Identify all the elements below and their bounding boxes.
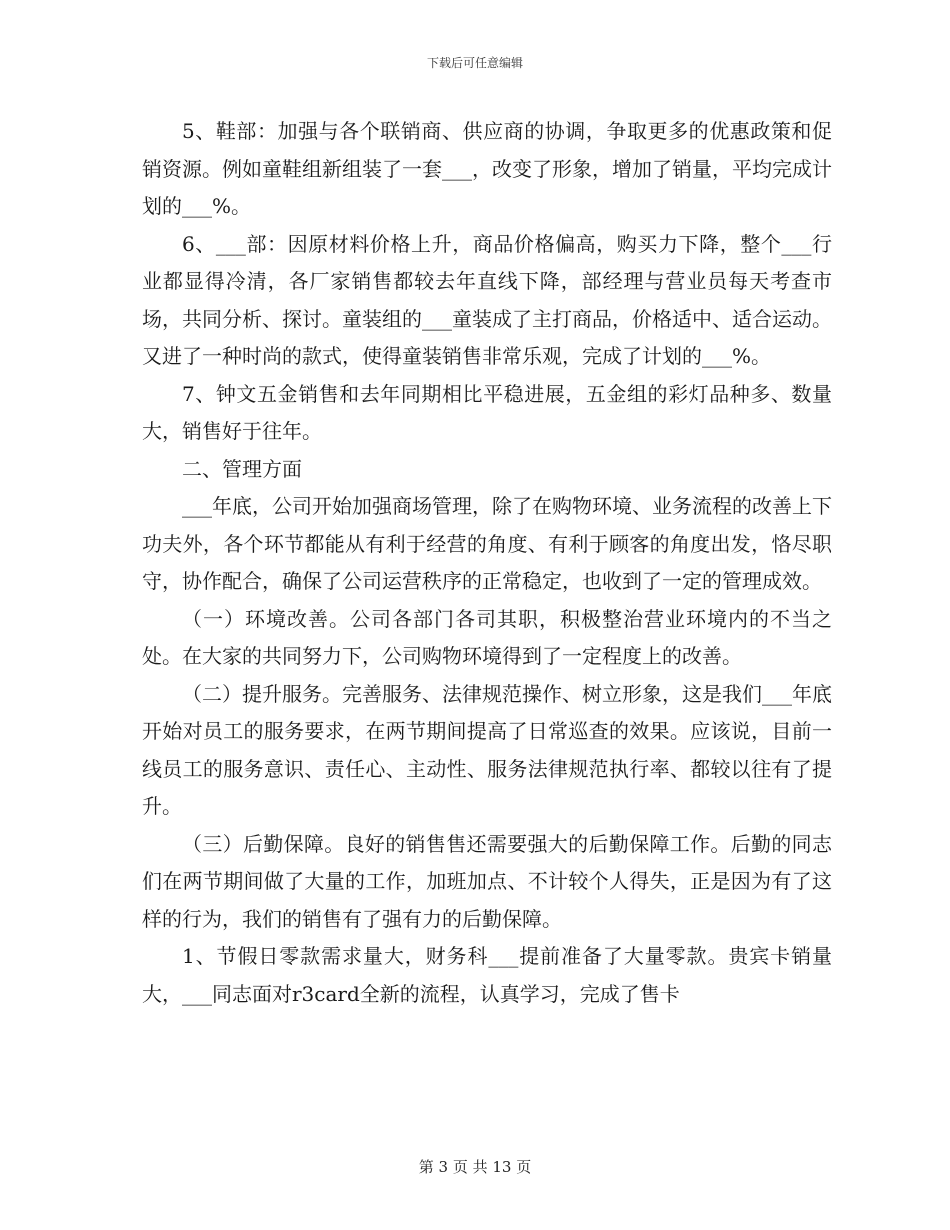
paragraph-department-6: 6、___部：因原材料价格上升，商品价格偏高，购买力下降，整个___行业都显得冷清，各厂家销售都较去年直线下降，部经理与营业员每天考查市场，共同分析、探讨。童装组的___童装成了主打商品，价格适中、适合运动。又进了一种时尚的款式，使得童装销售非常乐观，完成了计划的___%。: [142, 231, 832, 368]
document-body: [142, 113, 832, 1013]
paragraph-hardware: 7、钟文五金销售和去年同期相比平稳进展，五金组的彩灯品种多、数量大，销售好于往年。: [142, 381, 832, 443]
paragraph-logistics: （三）后勤保障。良好的销售售还需要强大的后勤保障工作。后勤的同志们在两节期间做了大量的工作，加班加点、不计较个人得失，正是因为有了这样的行为，我们的销售有了强有力的后勤保障。: [142, 831, 832, 931]
paragraph-management-intro: ___年底，公司开始加强商场管理，除了在购物环境、业务流程的改善上下功夫外，各个环节都能从有利于经营的角度、有利于顾客的角度出发，恪尽职守，协作配合，确保了公司运营秩序的正常稳定，也收到了一定的管理成效。: [142, 494, 832, 593]
page-number-footer: 第 3 页 共 13 页: [418, 1158, 532, 1176]
section-heading-management: 二、管理方面: [182, 456, 302, 481]
page-header-note: 下载后可任意编辑: [426, 56, 523, 70]
paragraph-service: （二）提升服务。完善服务、法律规范操作、树立形象，这是我们___年底开始对员工的服务要求，在两节期间提高了日常巡查的效果。应该说，目前一线员工的服务意识、责任心、主动性、服务法律规范执行率、都较以往有了提升。: [142, 681, 832, 818]
paragraph-environment: （一）环境改善。公司各部门各司其职，积极整治营业环境内的不当之处。在大家的共同努力下，公司购物环境得到了一定程度上的改善。: [142, 606, 832, 668]
paragraph-shoe-department: 5、鞋部：加强与各个联销商、供应商的协调，争取更多的优惠政策和促销资源。例如童鞋组新组装了一套___，改变了形象，增加了销量，平均完成计划的___%。: [142, 119, 832, 218]
paragraph-finance: 1、节假日零款需求量大，财务科___提前准备了大量零款。贵宾卡销量大，___同志面对r3card全新的流程，认真学习，完成了售卡: [142, 944, 832, 1006]
